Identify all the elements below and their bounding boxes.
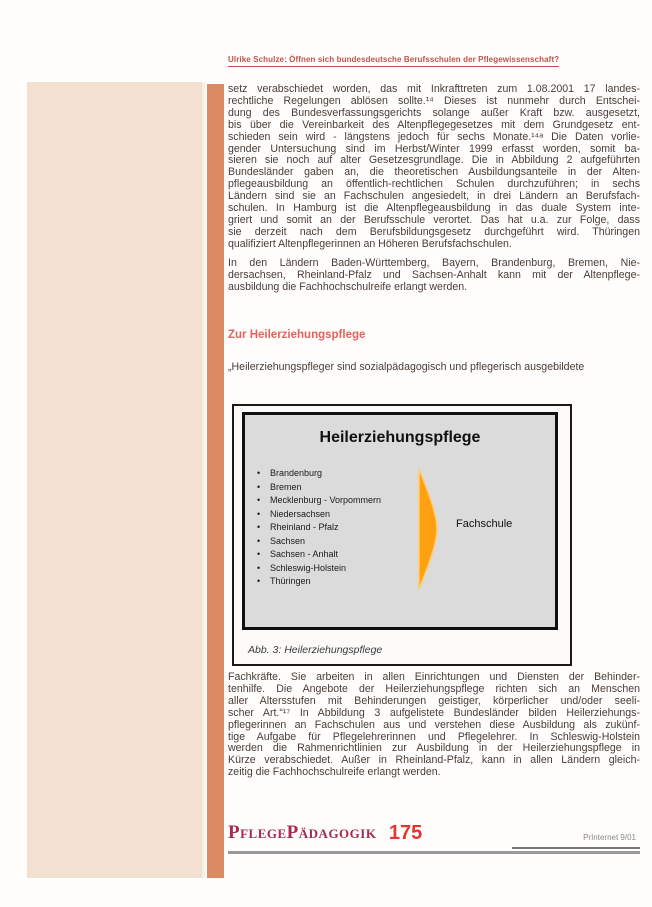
arrow-lens-icon (417, 468, 439, 590)
section-heading: Zur Heilerziehungspflege (228, 329, 366, 341)
text-line: Fachkräfte. Sie arbeiten in allen Einrichtungen und Diensten der Behinder- (228, 671, 640, 683)
text-line: qualifiziert Altenpflegerinnen an Höheren Berufsfachschulen. (228, 237, 512, 250)
text-line: aller Altersstufen mit Behinderungen geistiger, körperlicher und/oder seeli- (228, 694, 640, 707)
text-line: dersachsen, Rheinland-Pfalz und Sachsen-Anhalt kann mit der Altenpflege- (228, 268, 640, 281)
content-column (228, 0, 640, 907)
page-footer (228, 822, 640, 862)
text-line: schulen. In Hamburg ist die Altenpflegeausbildung in das duale System inte- (228, 202, 640, 215)
figure-canvas (242, 412, 558, 630)
issue-label: PrInternet 9/01 (583, 833, 636, 842)
journal-wordmark: PflegePädagogik (228, 822, 377, 843)
bundesland-item: • Sachsen - Anhalt (257, 548, 381, 562)
bundeslaender-list (257, 467, 381, 589)
text-line: pflegerinnen an Fachschulen aus und verstehen diese Ausbildung als zukünf- (228, 718, 640, 731)
paragraph-1 (228, 84, 640, 251)
bundesland-item: • Brandenburg (257, 467, 381, 481)
footer-rule-short (512, 847, 640, 849)
bundesland-item: • Thüringen (257, 575, 381, 589)
paragraph-3 (228, 672, 640, 779)
text-line: ausbildung die Fachhochschulreife erlangt werden. (228, 280, 468, 293)
figure-box (232, 404, 572, 666)
text-line: rechtliche Regelungen ablösen sollte.¹⁴ Dieses ist nunmehr durch Entschei- (228, 94, 640, 107)
text-line: setz verabschiedet worden, das mit Inkrafttreten zum 1.08.2001 17 landes- (228, 83, 640, 95)
text-line: scher Art.“¹⁷ In Abbildung 3 aufgelistete Bundesländer bilden Heilerziehungs- (228, 706, 640, 719)
text-line: Ländern sind sie an Fachschulen angesiedelt, in drei Ländern an Berufsfach- (228, 190, 640, 203)
figure-title: Heilerziehungspflege (319, 429, 481, 446)
accent-bar (207, 84, 224, 878)
bundesland-item: • Rheinland - Pfalz (257, 521, 381, 535)
figure-caption: Abb. 3: Heilerziehungspflege (248, 644, 383, 656)
margin-column (27, 82, 205, 878)
text-line: schieden sein wird - längstens jedoch für sechs Monate.¹⁴ᵃ Die Daten vorlie- (228, 130, 640, 143)
text-line: dung des Bundesverfassungsgerichts solange außer Kraft bzw. ausgesetzt, (228, 106, 640, 119)
running-head: Ulrike Schulze: Öffnen sich bundesdeutsche Berufsschulen der Pflegewissenschaft? (228, 55, 559, 67)
bundesland-item: • Sachsen (257, 535, 381, 549)
bundesland-item: • Niedersachsen (257, 508, 381, 522)
text-line: pflegeausbildung an öffentlich-rechtlichen Schulen durchzuführen; in sechs (228, 178, 640, 191)
text-line: tige Aufgabe für Pflegelehrerinnen und Pflegelehrer. In Schleswig-Holstein (228, 730, 640, 743)
text-line: gender Untersuchung sind im Herbst/Winter 1999 erfasst worden, somit ba- (228, 142, 640, 155)
text-line: werden die Rahmenrichtlinien zur Ausbildung in der Heilerziehungspflege in (228, 742, 640, 755)
bundesland-item: • Mecklenburg - Vorpommern (257, 494, 381, 508)
paragraph-2 (228, 258, 640, 294)
text-line: sie derzeit nach dem Berufsbildungsgesetz durchgeführt wird. Thüringen (228, 225, 640, 238)
text-line: bis über die Vereinbarkeit des Altenpflegegesetzes mit dem Grundgesetz ent- (228, 118, 640, 131)
quote-line: „Heilerziehungspfleger sind sozialpädagogisch und pflegerisch ausgebildete (228, 361, 585, 373)
text-line: tenhilfe. Die Angebote der Heilerziehungspflege richten sich an Menschen (228, 682, 640, 695)
text-line: griert und somit an der Berufsschule verortet. Das hat u.a. zur Folge, dass (228, 213, 640, 226)
fachschule-label: Fachschule (456, 518, 513, 530)
text-line: Kürze verabschiedet. Außer in Rheinland-Pfalz, kann in allen Ländern gleich- (228, 754, 640, 767)
text-line: In den Ländern Baden-Württemberg, Bayern, Brandenburg, Bremen, Nie- (228, 257, 640, 269)
footer-rule-long (228, 851, 640, 854)
bundesland-item: • Schleswig-Holstein (257, 562, 381, 576)
text-line: Bundesländer gaben an, die theoretischen Ausbildungsanteile in der Alten- (228, 166, 640, 179)
bundesland-item: • Bremen (257, 481, 381, 495)
page-number: 175 (388, 822, 423, 844)
text-line: zeitig die Fachhochschulreife erlangt werden. (228, 766, 441, 779)
text-line: sieren sie noch auf alter Gesetzesgrundlage. Die in Abbildung 2 aufgeführten (228, 154, 640, 167)
